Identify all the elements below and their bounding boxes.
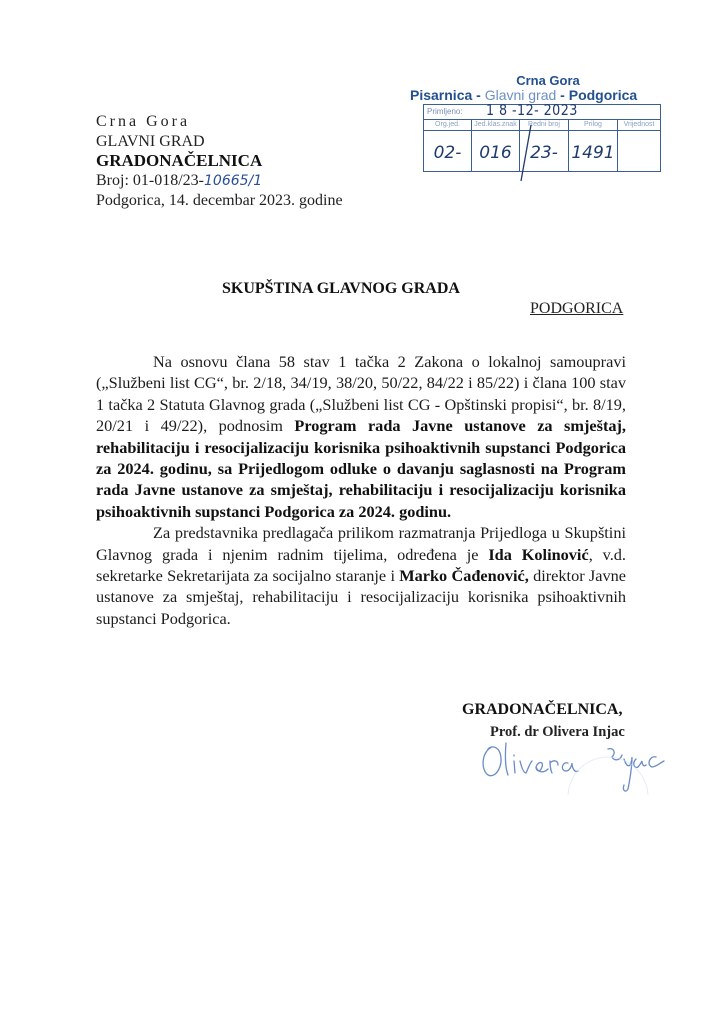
city-name: GLAVNI GRAD [96,132,205,150]
stamp-office-a: Pisarnica - [410,87,485,103]
body-bold-run: Program rada Javne ustanove za smještaj, rehabilitaciju i resocijalizaciju korisnika psihoaktivnih supstanci Podgorica za 2024. godinu, sa Prijedlogom odluke o davanju saglasnosti na Program rada Javne ustanove za smještaj, rehabilitaciju i resocijalizaciju korisnika psihoaktivnih supstanci Podgorica za 2024. godinu. [96,416,626,521]
stamp-office-c: - Podgorica [556,87,638,103]
stamp-col-value: 23- [530,143,558,163]
registry-stamp [410,73,666,163]
reference-number-printed: Broj: 01-018/23- [96,171,204,189]
stamp-col-class [472,119,520,171]
addressee-city: PODGORICA [530,300,624,317]
signatory-name: Prof. dr Olivera Injac [490,724,625,740]
place-date: Podgorica, 14. decembar 2023. godine [96,192,343,209]
stamp-office-b: Glavni grad [484,87,557,103]
stamp-col-header: Org.jed. [424,119,471,131]
body-text-run: direktor Javne ustanove za smještaj, rehabilitaciju i resocijalizaciju korisnika psihoaktivnih supstanci Podgorica. [96,566,626,628]
stamp-col-header: Vrijednost [618,119,660,131]
stamp-col-value: 016 [479,143,512,163]
sender-header [96,112,343,211]
signature-title: GRADONAČELNICA, [462,701,623,718]
stamp-col-header: Jed.klas.znak [472,119,519,131]
handwritten-signature [478,735,678,795]
stamp-table [423,101,661,172]
stamp-col-org [424,119,472,171]
stamp-received-row [424,101,660,120]
body-text-run: , v.d. sekretarke Sekretarijata za socijalno staranje i [96,544,626,586]
stamp-country: Crna Gora [516,73,580,88]
stamp-received-label: Primljeno: [427,107,463,116]
stamp-col-value: 1491 [571,143,615,163]
body-text-run: Na osnovu člana 58 stav 1 tačka 2 Zakona o lokalnoj samoupravi („Službeni list CG“, br. 2/18, 34/19, 38/20, 50/22, 84/22 i 85/22) i člana 100 stav 1 tačka 2 Statuta Glavnog grada („Službeni list CG - Opštinski propisi“, br. 8/19, 20/21 i 49/22), podnosim [96,352,626,436]
letter-body [96,351,626,629]
body-paragraph-2 [96,522,626,629]
body-bold-run: Ida Kolinović [488,544,589,564]
body-paragraph-1 [96,351,626,522]
body-bold-run: Marko Čađenović, [399,566,529,586]
reference-number-handwritten: 10665/1 [204,172,263,189]
body-text-run: Za predstavnika predlagača prilikom razmatranja Prijedloga u Skupštini Glavnog grada i njenim radnim tijelima, određena je [96,523,626,564]
country-name: Crna Gora [96,113,191,130]
addressee-name: SKUPŠTINA GLAVNOG GRADA [222,280,460,297]
stamp-col-value: 02- [433,143,462,163]
stamp-col-value-col [618,119,660,171]
stamp-col-header: Prilog [569,119,617,131]
stamp-col-header: Redni broj [520,119,568,131]
stamp-pen-stroke [517,123,537,183]
stamp-col-value [618,131,660,143]
stamp-col-attachment [569,119,618,171]
reference-number [96,171,343,192]
office-name: GRADONAČELNICA [96,151,263,170]
stamp-received-date: 1 8 -12- 2023 [486,101,578,119]
